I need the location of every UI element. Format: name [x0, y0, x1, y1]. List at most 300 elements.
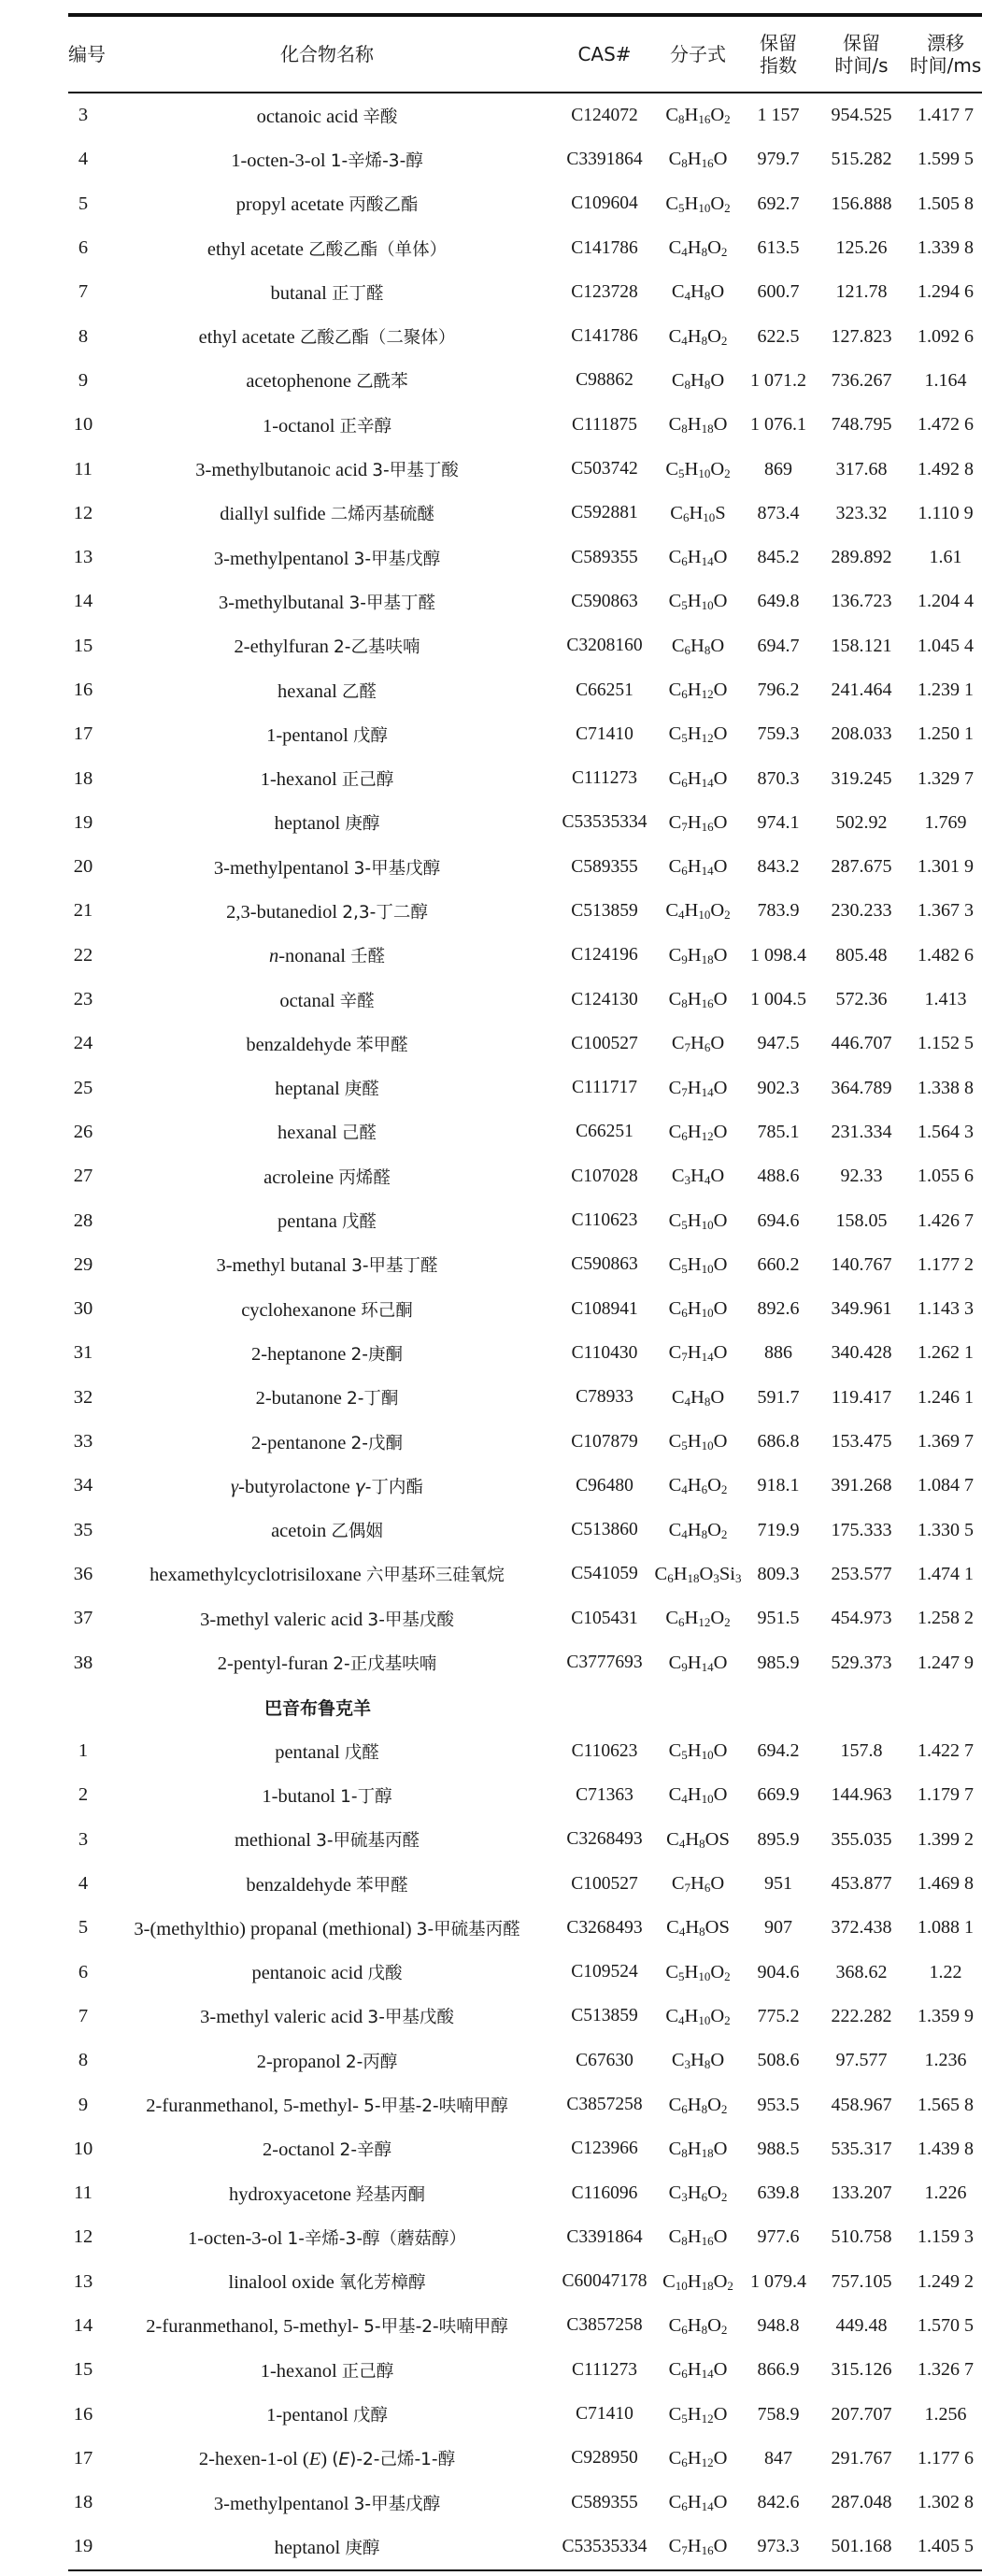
cell-no: 23	[73, 989, 93, 1010]
cell-no: 10	[73, 2138, 93, 2159]
cell-no: 8	[78, 2050, 89, 2071]
cell-retention-time: 453.877	[831, 1873, 892, 1895]
table-row	[68, 93, 982, 137]
compound-name-zh: 5-甲基-2-呋喃甲醇	[363, 2097, 508, 2116]
cell-retention-index: 973.3	[757, 2536, 800, 2557]
cell-no: 31	[73, 1342, 93, 1364]
cell-compound-name	[98, 1607, 556, 1631]
compound-name-en: 1-butanol	[262, 1785, 335, 1807]
cell-compound-name	[98, 1385, 556, 1410]
cell-retention-index: 895.9	[757, 1828, 800, 1850]
cell-formula: $C_9H_{14}O$	[668, 1652, 728, 1674]
cell-compound-name	[98, 766, 556, 791]
compound-name-zh: 正辛醇	[339, 416, 392, 436]
cell-no: 29	[73, 1253, 93, 1275]
cell-retention-index: 953.5	[757, 2094, 800, 2115]
table-row	[68, 889, 982, 933]
cell-compound-name	[98, 1518, 556, 1542]
compound-name-zh: 1-丁醇	[340, 1786, 392, 1807]
cell-no: 4	[78, 1873, 89, 1895]
cell-cas: C3777693	[566, 1653, 643, 1673]
cell-no: 15	[73, 2359, 93, 2381]
cell-drift-time: 1.439 8	[918, 2138, 974, 2159]
cell-cas: C590863	[571, 591, 638, 611]
compound-name-zh: 二烯丙基硫醚	[330, 505, 434, 525]
cell-retention-index: 759.3	[757, 723, 800, 745]
table-row	[68, 934, 982, 978]
cell-compound-name	[98, 148, 556, 172]
table-row	[68, 182, 982, 226]
cell-drift-time: 1.302 8	[918, 2492, 974, 2513]
cell-compound-name	[98, 2004, 556, 2028]
cell-drift-time: 1.084 7	[918, 1475, 974, 1496]
cell-drift-time: 1.330 5	[918, 1519, 974, 1540]
cell-drift-time: 1.177 2	[918, 1253, 974, 1275]
cell-cas: C66251	[576, 680, 633, 700]
cell-retention-index: 892.6	[757, 1298, 800, 1320]
cell-drift-time: 1.472 6	[918, 414, 974, 436]
cell-cas: C109604	[571, 193, 638, 214]
table-bottom-rule	[68, 2569, 982, 2571]
cell-no: 28	[73, 1209, 93, 1231]
compound-name-en: 3-methylbutanoic acid	[195, 460, 368, 481]
cell-cas: C3391864	[566, 149, 643, 169]
compound-name-zh: 2-正戊基呋喃	[333, 1654, 437, 1675]
table-row	[68, 403, 982, 447]
table-row	[68, 668, 982, 712]
cell-retention-time: 153.475	[831, 1431, 892, 1453]
cell-retention-time: 372.438	[831, 1917, 892, 1939]
cell-cas: C123966	[571, 2139, 638, 2159]
cell-compound-name	[98, 1872, 556, 1896]
cell-drift-time: 1.262 1	[918, 1342, 974, 1364]
cell-cas: C513860	[571, 1520, 638, 1540]
compound-name-zh: 乙偶姻	[331, 1522, 383, 1542]
cell-cas: C98862	[576, 370, 633, 391]
table-row	[68, 2304, 982, 2348]
cell-drift-time: 1.405 5	[918, 2536, 974, 2557]
compound-name-en: 3-methylpentanol	[213, 548, 349, 569]
cell-drift-time: 1.329 7	[918, 767, 974, 789]
compound-name-en: methional	[234, 1830, 311, 1852]
cell-retention-time: 529.373	[831, 1652, 892, 1673]
cell-compound-name	[98, 1430, 556, 1454]
cell-drift-time: 1.204 4	[918, 591, 974, 612]
compound-name-en: octanal	[279, 990, 335, 1011]
table-row	[68, 1287, 982, 1331]
cell-cas: C513859	[571, 900, 638, 921]
cell-cas: C3268493	[566, 1829, 643, 1850]
cell-compound-name	[98, 2137, 556, 2161]
cell-compound-name	[98, 457, 556, 481]
compound-name-en: 1-octen-3-ol	[187, 2227, 283, 2249]
cell-retention-index: 660.2	[757, 1253, 800, 1275]
cell-formula: $C_5H_{10}O$	[668, 1209, 728, 1232]
cell-retention-time: 458.967	[831, 2094, 892, 2115]
compound-name-zh: 3-甲硫基丙醛	[416, 1919, 520, 1939]
cell-drift-time: 1.417 7	[918, 105, 974, 126]
cell-no: 10	[73, 414, 93, 436]
compound-name-zh: 庚醇	[345, 2538, 380, 2558]
cell-formula: $C_8H_{16}O_2$	[665, 105, 731, 127]
compound-name-en: 2-heptanone	[251, 1343, 347, 1365]
cell-formula: $C_5H_{10}O$	[668, 1431, 728, 1453]
cell-no: 38	[73, 1652, 93, 1673]
compound-name-zh: 2-丁酮	[346, 1389, 399, 1410]
header-retention-index	[743, 32, 814, 77]
cell-drift-time: 1.474 1	[918, 1563, 974, 1584]
compound-name-zh: γ-丁内酯	[354, 1477, 423, 1497]
cell-compound-name	[98, 324, 556, 349]
compound-name-en: diallyl sulfide	[220, 504, 326, 525]
cell-formula: $C_5H_{10}O_2$	[665, 1961, 731, 1983]
table-row	[68, 1509, 982, 1553]
cell-no: 15	[73, 635, 93, 656]
cell-formula: $C_7H_{14}O$	[668, 1342, 728, 1365]
cell-no: 19	[73, 2536, 93, 2557]
cell-drift-time: 1.492 8	[918, 458, 974, 479]
table-row	[68, 447, 982, 491]
compound-name-en: pentanoic acid	[251, 1963, 363, 1984]
cell-retention-index: 918.1	[757, 1475, 800, 1496]
table-row	[68, 2171, 982, 2215]
compound-name-zh: 1-辛烯-3-醇	[330, 150, 423, 171]
compound-name-en: propyl acetate	[235, 194, 345, 216]
cell-no: 12	[73, 502, 93, 523]
compound-name-en: 3-methylbutanal	[219, 592, 345, 613]
compound-name-zh: 庚醇	[345, 814, 380, 835]
table-row	[68, 1906, 982, 1950]
cell-formula: $C_4H_8OS$	[666, 1828, 730, 1851]
cell-retention-index: 783.9	[757, 900, 800, 922]
header-rt-line1: 保留	[843, 32, 880, 54]
cell-compound-name	[98, 413, 556, 437]
cell-formula: $C_6H_{12}O$	[668, 2447, 728, 2469]
cell-retention-index: 1 071.2	[750, 369, 806, 391]
compound-name-zh: 正己醇	[341, 2361, 394, 2382]
cell-compound-name	[98, 192, 556, 216]
cell-retention-time: 340.428	[831, 1342, 892, 1364]
cell-no: 8	[78, 325, 89, 347]
cell-no: 4	[78, 149, 89, 170]
cell-retention-time: 535.317	[831, 2138, 892, 2159]
cell-formula: $C_3H_6O_2$	[668, 2182, 728, 2205]
compound-name-zh: 氧化芳樟醇	[338, 2273, 426, 2294]
cell-no: 26	[73, 1121, 93, 1142]
cell-retention-index: 796.2	[757, 680, 800, 700]
cell-retention-time: 289.892	[831, 547, 892, 568]
cell-formula: $C_3H_8O$	[671, 2050, 725, 2072]
cell-drift-time: 1.258 2	[918, 1608, 974, 1629]
table-row	[68, 580, 982, 623]
table-row	[68, 1995, 982, 2039]
table-row	[68, 1596, 982, 1640]
header-retention-time	[814, 32, 909, 77]
cell-compound-name	[98, 1651, 556, 1675]
cell-drift-time: 1.399 2	[918, 1828, 974, 1850]
cell-retention-index: 639.8	[757, 2182, 800, 2204]
cell-cas: C3268493	[566, 1917, 643, 1938]
cell-retention-time: 454.973	[831, 1608, 892, 1629]
cell-formula: $C_5H_{10}O_2$	[665, 193, 731, 215]
cell-formula: $C_4H_8O_2$	[668, 237, 728, 260]
cell-formula: $C_4H_8O$	[671, 1386, 725, 1409]
cell-cas: C503742	[571, 459, 638, 479]
compound-name-en: pentana	[278, 1211, 337, 1233]
cell-retention-index: 977.6	[757, 2226, 800, 2248]
cell-retention-time: 125.26	[835, 237, 888, 259]
compound-name-en: hexamethylcyclotrisiloxane	[149, 1565, 362, 1586]
header-ri-line2: 指数	[760, 54, 797, 77]
cell-retention-index: 870.3	[757, 767, 800, 789]
cell-drift-time: 1.088 1	[918, 1917, 974, 1939]
cell-drift-time: 1.505 8	[918, 193, 974, 214]
cell-retention-time: 158.05	[835, 1209, 888, 1231]
compound-name-en: benzaldehyde	[246, 1034, 352, 1055]
cell-drift-time: 1.055 6	[918, 1166, 974, 1187]
table-row	[68, 1862, 982, 1906]
cell-compound-name	[98, 2313, 556, 2338]
cell-cas: C111717	[571, 1078, 638, 1098]
compound-name-en: heptanol	[274, 2537, 341, 2558]
cell-cas: C109524	[571, 1962, 638, 1982]
compound-name-zh: 戊酸	[367, 1964, 403, 1984]
compound-name-zh: 丙烯醛	[338, 1167, 391, 1188]
cell-cas: C590863	[571, 1254, 638, 1275]
cell-cas: C60047178	[562, 2271, 648, 2292]
cell-no: 14	[73, 591, 93, 612]
compound-name-zh: 正丁醛	[331, 283, 384, 304]
cell-retention-time: 121.78	[835, 281, 888, 303]
cell-no: 3	[78, 105, 89, 126]
cell-formula: $C_5H_{10}O$	[668, 1740, 728, 1763]
cell-cas: C589355	[571, 856, 638, 877]
cell-cas: C71363	[576, 1784, 633, 1805]
cell-retention-index: 686.8	[757, 1431, 800, 1453]
compound-name-en: 3-methyl valeric acid	[200, 1609, 363, 1630]
cell-retention-index: 951	[764, 1873, 792, 1895]
cell-retention-index: 947.5	[757, 1033, 800, 1054]
cell-formula: $C_4H_8O$	[671, 281, 725, 304]
cell-cas: C928950	[571, 2448, 638, 2469]
table-row	[68, 1198, 982, 1242]
cell-formula: $C_7H_6O$	[671, 1873, 725, 1896]
cell-retention-time: 127.823	[831, 325, 892, 347]
cell-no: 33	[73, 1431, 93, 1453]
cell-formula: $C_6H_8O_2$	[668, 2094, 728, 2116]
cell-retention-time: 315.126	[831, 2359, 892, 2381]
compound-name-en: 3-methylpentanol	[213, 857, 349, 879]
cell-formula: $C_6H_{18}O_3Si_3$	[654, 1563, 742, 1585]
table-row	[68, 226, 982, 270]
compound-name-zh: (E)-2-己烯-1-醇	[332, 2450, 456, 2470]
cell-no: 11	[74, 458, 93, 479]
compound-name-en: 1-hexanol	[260, 2360, 337, 2382]
cell-no: 13	[73, 547, 93, 568]
cell-retention-index: 591.7	[757, 1386, 800, 1408]
cell-no: 9	[78, 2094, 89, 2115]
cell-formula: $C_7H_{16}O$	[668, 2536, 728, 2558]
cell-cas: C123728	[571, 281, 638, 302]
cell-drift-time: 1.482 6	[918, 944, 974, 966]
cell-compound-name	[98, 1960, 556, 1984]
cell-cas: C78933	[576, 1387, 633, 1408]
cell-cas: C116096	[571, 2182, 638, 2203]
cell-drift-time: 1.570 5	[918, 2314, 974, 2336]
cell-compound-name	[98, 2049, 556, 2073]
cell-no: 32	[73, 1386, 93, 1408]
cell-retention-index: 845.2	[757, 547, 800, 568]
cell-no: 35	[73, 1519, 93, 1540]
cell-retention-time: 510.758	[831, 2226, 892, 2248]
table-row	[68, 2437, 982, 2481]
cell-retention-time: 323.32	[835, 502, 888, 523]
cell-no: 17	[73, 2447, 93, 2469]
cell-cas: C111273	[571, 2359, 638, 2380]
cell-retention-time: 133.207	[831, 2182, 892, 2204]
table-row	[68, 2260, 982, 2304]
cell-compound-name	[98, 1032, 556, 1056]
cell-drift-time: 1.769	[924, 811, 967, 833]
compound-name-zh: 3-甲基戊醇	[353, 549, 441, 569]
cell-cas: C110623	[571, 1740, 638, 1761]
cell-no: 27	[73, 1166, 93, 1187]
cell-no: 19	[73, 811, 93, 833]
compound-name-zh: 3-甲基戊醇	[353, 2494, 441, 2514]
cell-cas: C100527	[571, 1033, 638, 1053]
cell-compound-name	[98, 2182, 556, 2206]
cell-formula: $C_6H_{14}O$	[668, 2492, 728, 2514]
compound-name-en: 2,3-butanediol	[226, 901, 338, 923]
cell-retention-index: 1 079.4	[750, 2270, 806, 2292]
cell-compound-name	[98, 546, 556, 570]
cell-retention-index: 873.4	[757, 502, 800, 523]
compound-name-en: pentanal	[275, 1741, 340, 1763]
cell-retention-index: 649.8	[757, 591, 800, 612]
cell-formula: $C_4H_{10}O_2$	[665, 900, 731, 923]
cell-no: 6	[78, 237, 89, 259]
cell-cas: C589355	[571, 547, 638, 567]
table-row	[68, 1066, 982, 1110]
cell-retention-index: 669.9	[757, 1784, 800, 1806]
table-row	[68, 2127, 982, 2171]
cell-formula: $C_6H_8O_2$	[668, 2314, 728, 2337]
cell-no: 11	[74, 2182, 93, 2204]
table-row	[68, 314, 982, 358]
cell-retention-index: 979.7	[757, 149, 800, 170]
compound-name-zh: 2-丙醇	[345, 2052, 398, 2072]
cell-formula: $C_4H_8O_2$	[668, 1519, 728, 1541]
cell-retention-index: 843.2	[757, 856, 800, 878]
cell-cas: C71410	[576, 723, 633, 744]
cell-retention-time: 158.121	[831, 635, 892, 656]
compound-name-en: acroleine	[263, 1166, 334, 1188]
cell-retention-time: 502.92	[835, 811, 888, 833]
cell-retention-time: 364.789	[831, 1077, 892, 1098]
table-row	[68, 1773, 982, 1817]
cell-retention-index: 758.9	[757, 2403, 800, 2425]
cell-compound-name	[98, 1297, 556, 1322]
cell-drift-time: 1.249 2	[918, 2270, 974, 2292]
cell-cas: C3391864	[566, 2226, 643, 2247]
table-row	[68, 756, 982, 800]
compound-name-zh: 己醛	[341, 1123, 377, 1144]
compound-name-zh: 3-甲基戊酸	[367, 2008, 454, 2028]
compound-name-zh: 乙醛	[341, 681, 377, 702]
cell-retention-time: 349.961	[831, 1298, 892, 1320]
cell-cas: C592881	[571, 503, 638, 523]
cell-drift-time: 1.226	[924, 2182, 967, 2204]
compound-name-zh: 2,3-丁二醇	[342, 902, 428, 923]
table-row	[68, 1729, 982, 1773]
cell-cas: C67630	[576, 2050, 633, 2070]
cell-retention-index: 613.5	[757, 237, 800, 259]
cell-formula: $C_6H_{12}O$	[668, 1121, 728, 1143]
cell-compound-name	[98, 634, 556, 658]
cell-drift-time: 1.301 9	[918, 856, 974, 878]
compound-name-en: ethyl acetate	[206, 238, 304, 260]
compound-name-en: n-nonanal	[268, 946, 346, 967]
table-row	[68, 1110, 982, 1154]
cell-no: 17	[73, 723, 93, 745]
cell-retention-time: 156.888	[831, 193, 892, 214]
cell-retention-time: 157.8	[840, 1740, 883, 1762]
compound-name-zh: 戊醇	[352, 725, 388, 746]
cell-retention-index: 985.9	[757, 1652, 800, 1673]
header-cas: CAS#	[577, 43, 632, 65]
compound-name-zh: 2-乙基呋喃	[334, 637, 420, 658]
cell-cas: C589355	[571, 2492, 638, 2512]
cell-drift-time: 1.22	[929, 1961, 962, 1982]
cell-retention-index: 847	[764, 2447, 792, 2469]
cell-retention-time: 757.105	[831, 2270, 892, 2292]
cell-no: 3	[78, 1828, 89, 1850]
compound-name-zh: 戊醛	[341, 1212, 377, 1233]
cell-formula: $C_6H_{14}O$	[668, 547, 728, 569]
cell-retention-index: 951.5	[757, 1608, 800, 1629]
cell-formula: $C_4H_6O_2$	[668, 1475, 728, 1497]
cell-retention-index: 1 076.1	[750, 414, 806, 436]
header-dt-line2: 时间/ms	[909, 54, 982, 77]
cell-retention-index: 694.7	[757, 635, 800, 656]
cell-compound-name	[98, 1739, 556, 1764]
compound-name-en: 1-hexanol	[260, 769, 337, 791]
cell-cas: C541059	[571, 1564, 638, 1584]
cell-formula: $C_8H_{18}O$	[668, 414, 728, 436]
cell-no: 13	[73, 2270, 93, 2292]
cell-retention-time: 241.464	[831, 680, 892, 700]
cell-retention-time: 119.417	[831, 1386, 892, 1408]
cell-retention-index: 869	[764, 458, 792, 479]
compound-name-en: 1-octen-3-ol	[231, 150, 326, 171]
table-row	[68, 492, 982, 536]
compound-name-en: 1-octanol	[262, 415, 335, 436]
cell-compound-name	[98, 1076, 556, 1100]
cell-retention-time: 805.48	[835, 944, 888, 966]
cell-drift-time: 1.110 9	[918, 502, 974, 523]
compound-name-en: heptanol	[274, 813, 341, 835]
cell-compound-name	[98, 899, 556, 923]
compound-name-zh: 戊醇	[352, 2406, 388, 2426]
cell-retention-time: 207.707	[831, 2403, 892, 2425]
compound-name-en: 2-pentanone	[251, 1432, 347, 1453]
cell-retention-time: 446.707	[831, 1033, 892, 1054]
cell-drift-time: 1.164	[924, 369, 967, 391]
compound-name-zh: 六甲基环三硅氧烷	[365, 1566, 505, 1586]
cell-retention-index: 988.5	[757, 2138, 800, 2159]
cell-cas: C124196	[571, 945, 638, 966]
cell-drift-time: 1.367 3	[918, 900, 974, 922]
